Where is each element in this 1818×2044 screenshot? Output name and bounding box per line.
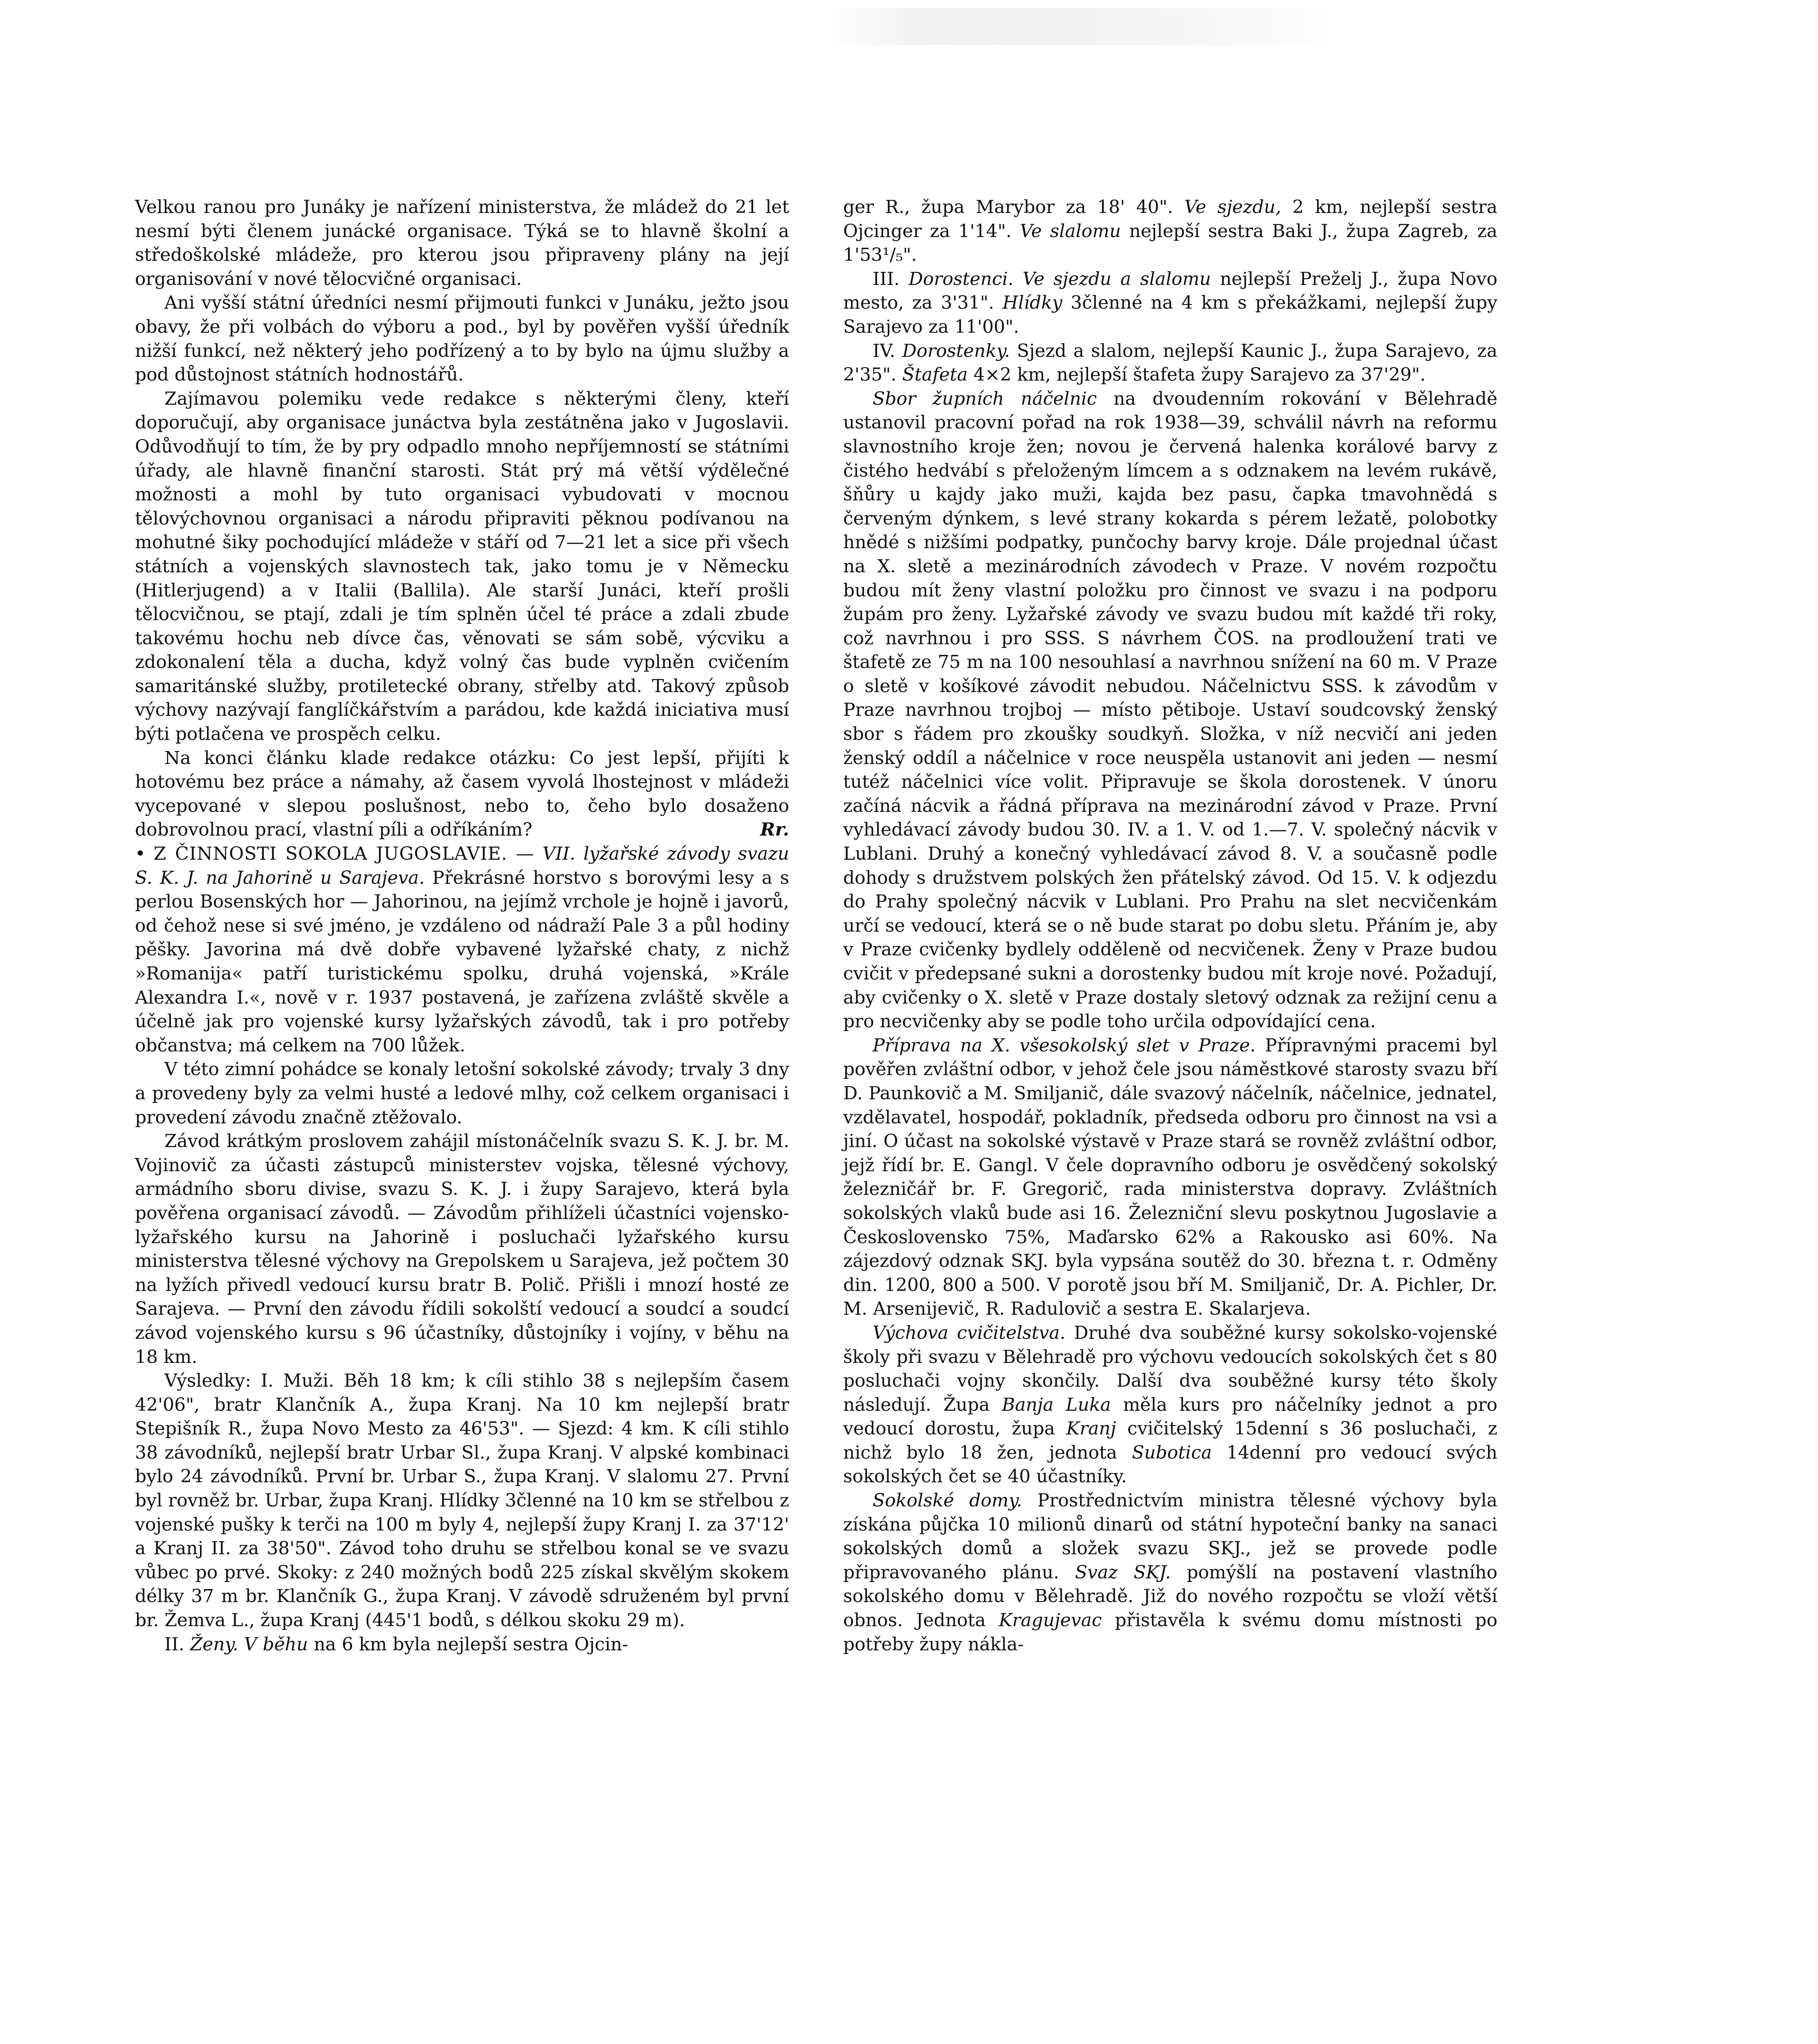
italic-run: Ženy. V běhu <box>190 1634 308 1655</box>
right-column <box>843 195 1497 1656</box>
italic-run: Kragujevac <box>999 1610 1102 1631</box>
paragraph-text: měla kurs pro náčelníky jednot a pro vedoucí dorostu, župa <box>843 1394 1497 1439</box>
paragraph-text: IV. <box>873 340 896 361</box>
paragraph-text: Prostřednictvím ministra tělesné výchovy byla získána půjčka 10 milionů dinarů od státní hypoteční banky na sanaci sokolských domů a složek svazu SKJ., jež se provede podle připravovaného plánu. <box>843 1490 1497 1583</box>
paragraph-text: přistavěla k svému domu místnosti po potřeby župy nákla- <box>843 1610 1497 1655</box>
author-signature: Rr. <box>760 819 789 840</box>
section-subheading: Příprava na X. všesokolský slet v Praze. <box>873 1035 1256 1056</box>
paragraph: V této zimní pohádce se konaly letošní sokolské závody; trvaly 3 dny a provedeny byly za velmi husté a ledové mlhy, což celkem organisaci i provedení závodu značně ztěžovalo. <box>135 1059 789 1128</box>
section-subheading: Výchova cvičitelstva. <box>873 1322 1066 1343</box>
paragraph-text: nejlepší Preželj J., župa Novo mesto, za 3'31". <box>843 268 1497 314</box>
paragraph: Zajímavou polemiku vede redakce s některými členy, kteří doporučují, aby organisace junáctva byla zestátněna jako v Jugoslavii. Odůvodňují to tím, že by pry odpadlo mnoho nepříjemností se státními úřady, ale hlavně finanční starosti. Stát prý má větší výdělečné možnosti a mohl by tuto organisaci vybudovati v mocnou tělovýchovnou organisaci a národu připraviti pěknou podívanou na mohutné šiky pochodující mládeže v stáří od 7—21 let a sice při všech státních a vojenských slavnostech tak, jako tomu je v Německu (Hitlerjugend) a v Italii (Ballila). Ale starší Junáci, kteří prošli tělocvičnou, se ptají, zdali je tím splněn účel té práce a zdali zbude takovému hochu neb dívce čas, věnovati se sám sobě, výcviku a zdokonalení těla a ducha, když volný čas bude vyplněn cvičením samaritánské služby, protiletecké obrany, střelby atd. Takový způsob výchovy nazývají fanglíčkářstvím a parádou, kde každá iniciativa musí býti potlačena ve prospěch celku. <box>135 388 789 745</box>
paragraph-text: 14denní pro vedoucí svých sokolských čet se 40 účastníky. <box>843 1442 1497 1487</box>
paragraph-text: III. <box>873 268 900 289</box>
paragraph-text: cvičitelský 15denní s 36 posluchači, z nichž bylo 18 žen, jednota <box>843 1418 1497 1463</box>
paragraph-text: 2 km, nejlepší sestra Ojcinger za 1'14". <box>843 197 1497 242</box>
paragraph-text: pomýšlí na postavení vlastního sokolského domu v Bělehradě. Již do nového rozpočtu se vloží větší obnos. Jednota <box>843 1562 1498 1631</box>
italic-run: Hlídky <box>1002 292 1062 314</box>
section-paragraph <box>135 842 789 1058</box>
paragraph-text: 3členné na 4 km s překážkami, nejlepší župy Sarajevo za 11'00". <box>843 292 1497 337</box>
italic-run: Banja Luka <box>1002 1394 1111 1415</box>
paragraph-text: Sjezd a slalom, nejlepší Kaunic J., župa Sarajevo, za 2'35". <box>843 340 1497 385</box>
paragraph <box>843 1489 1497 1656</box>
section-subheading: VII. lyžařské závody svazu S. K. J. na Jahorině u Sarajeva. <box>135 843 789 888</box>
paragraph-text: ger R., župa Marybor za 18' 40". <box>843 197 1173 217</box>
paragraph <box>843 195 1497 267</box>
paragraph <box>843 267 1497 339</box>
paragraph <box>135 746 789 842</box>
italic-run: Ve slalomu <box>1019 220 1121 242</box>
italic-run: Svaz SKJ. <box>1075 1562 1171 1583</box>
paragraph <box>843 1034 1497 1321</box>
paragraph <box>843 339 1497 387</box>
paragraph <box>843 387 1497 1034</box>
paragraph-text: Na konci článku klade redakce otázku: Co jest lepší, přijíti k hotovému bez práce a námahy, až časem vyvolá lhostejnost v mládeži vycepované v slepou poslušnost, nebo to, čeho bylo dosaženo dobrovolnou prací, vlastní píli a odříkáním? <box>135 747 789 840</box>
italic-run: Štafeta <box>902 364 968 385</box>
paragraph-text: nejlepší sestra Baki J., župa Zagreb, za 1'53¹/₅". <box>843 220 1497 266</box>
paragraph <box>135 1633 789 1657</box>
paragraph-text: Přípravnými pracemi byl pověřen zvláštní odbor, v jehož čele jsou náměstkové starosty svazu bří D. Paunkovič a M. Smiljanič, dále svazový náčelník, náčelnice, jednatel, vzdělavatel, hospodář, pokladník, předseda odboru pro činnost na vsi a jiní. O účast na sokolské výstavě v Praze stará se rovněž zvláštní odbor, jejž řídí br. E. Gangl. V čele dopravního odboru je osvědčený sokolský železničář br. F. Gregorič, rada ministerstva dopravy. Zvláštních sokolských vlaků bude asi 16. Železniční slevu poskytnou Jugoslavie a Československo 75%, Maďarsko 62% a Rakousko asi 60%. Na zájezdový odznak SKJ. byla vypsána soutěž do 30. března t. r. Odměny din. 1200, 800 a 500. V porotě jsou bří M. Smiljanič, Dr. A. Pichler, Dr. M. Arsenijevič, R. Radulovič a sestra E. Skalarjeva. <box>843 1035 1497 1320</box>
italic-run: Ve sjezdu, <box>1184 197 1282 217</box>
italic-run: Dorostenci. Ve sjezdu a slalomu <box>909 268 1211 289</box>
paragraph: Výsledky: I. Muži. Běh 18 km; k cíli stihlo 38 s nejlepším časem 42'06", bratr Klančník A., župa Kranj. Na 10 km nejlepší bratr Stepišník R., župa Novo Mesto za 46'53". — Sjezd: 4 km. K cíli stihlo 38 závodníků, nejlepší bratr Urbar Sl., župa Kranj. V alpské kombinaci bylo 24 závodníků. První br. Urbar S., župa Kranj. V slalomu 27. První byl rovněž br. Urbar, župa Kranj. Hlídky 3členné na 10 km se střelbou z vojenské pušky k terči na 100 m byly 4, nejlepší župy Kranj I. za 37'12' a Kranj II. za 38'50". Závod toho druhu se střelbou konal se ve svazu vůbec po prvé. Skoky: z 240 možných bodů 225 získal skvělým skokem délky 37 m br. Klančník G., župa Kranj. V závodě sdruženém byl první br. Žemva L., župa Kranj (445'1 bodů, s délkou skoku 29 m). <box>135 1370 789 1631</box>
paragraph: Ani vyšší státní úředníci nesmí přijmouti funkci v Junáku, ježto jsou obavy, že při volbách do výboru a pod., byl by pověřen vyšší úředník nižší funkcí, než některý jeho podřízený a to by bylo na újmu služby a pod důstojnost státních hodnostářů. <box>135 292 789 385</box>
section-heading: Z ČINNOSTI SOKOLA JUGOSLAVIE. — <box>153 843 534 865</box>
paragraph <box>843 1321 1497 1489</box>
paragraph-text: 4×2 km, nejlepší štafeta župy Sarajevo za 37'29". <box>973 364 1426 385</box>
paragraph-text: Druhé dva souběžné kursy sokolsko-vojenské školy při svazu v Bělehradě pro výchovu vedoucích sokolských čet s 80 posluchači vojny skončily. Další dva souběžné kursy této školy následují. Župa <box>843 1322 1497 1415</box>
left-column <box>135 195 789 1656</box>
paragraph-text: na dvoudenním rokování v Bělehradě ustanovil pracovní pořad na rok 1938—39, schválil návrh na reformu slavnostního kroje žen; novou je červená halenka korálové barvy z čistého hedvábí s přeloženým límcem a s odznakem na levém rukávě, šňůry u kajdy jako muži, kajda bez pasu, čapka tmavohnědá s červeným dýnkem, s levé strany kokarda s pérem ležatě, polobotky hnědé s nižšími podpatky, punčochy barvy kroje. Dále projednal účast na X. sletě a mezinárodních závodech v Praze. V novém rozpočtu budou mít ženy vlastní položku pro činnost ve svazu i na podporu župám pro ženy. Lyžařské závody ve svazu budou mít každé tři roky, což navrhnou i pro SSS. S návrhem ČOS. na prodloužení trati ve štafetě ze 75 m na 100 nesouhlasí a navrhnou snížení na 60 m. V Praze o sletě v košíkové závodit nebudou. Náčelnictvu SSS. k závodům v Praze navrhnou trojboj — místo pětiboje. Ustaví soudcovský ženský sbor s řádem pro zkoušky soudkyň. Složka, v níž necvičí ani jeden ženský oddíl a náčelnice v roce neuspěla ustanovit ani jeden — nesmí tutéž náčelnici více volit. Připravuje se škola dorostenek. V únoru začíná nácvik a řádná příprava na mezinárodní závod v Praze. První vyhledávací závody budou 30. IV. a 1. V. od 1.—7. V. společný nácvik v Lublani. Druhý a konečný vyhledávací závod 8. V. a současně podle dohody s družstvem polských žen přátelský závod. Od 15. V. k odjezdu do Prahy společný nácvik v Lublani. Pro Prahu na slet necvičenkám určí se vedoucí, která se o ně bude starat po dobu sletu. Přáním je, aby v Praze cvičenky bydlely odděleně od necvičenek. Ženy v Praze budou cvičit v předepsané sukni a dorostenky budou mít kroje nové. Požadují, aby cvičenky o X. sletě v Praze dostaly sletový odznak za režijní cenu a pro necvičenky aby se podle toho určila odpovídající cena. <box>843 388 1497 1032</box>
scan-artifact <box>826 8 1337 45</box>
paragraph-text: II. <box>164 1634 184 1655</box>
bullet-icon: • <box>135 843 146 865</box>
italic-run: Subotica <box>1131 1442 1212 1463</box>
paragraph-text: Překrásné horstvo s borovými lesy a s perlou Bosenských hor — Jahorinou, na jejímž vrchole je hojně i javorů, od čehož nese si své jméno, je vzdáleno od nádraží Pale 3 a půl hodiny pěšky. Javorina má dvě dobře vybavené lyžařské chaty, z nichž »Romanija« patří turistickému spolku, druhá vojenská, »Krále Alexandra I.«, nově v r. 1937 postavená, je zařízena zvláště skvěle a účelně jak pro vojenské kursy lyžařských závodů, tak i pro potřeby občanstva; má celkem na 700 lůžek. <box>135 867 789 1056</box>
paragraph: Velkou ranou pro Junáky je nařízení ministerstva, že mládež do 21 let nesmí býti členem junácké organisace. Týká se to hlavně školní a středoškolské mládeže, pro kterou jsou připraveny plány na její organisování v nové tělocvičné organisaci. <box>135 197 789 289</box>
italic-run: Dorostenky. <box>902 340 1010 361</box>
paragraph-text: na 6 km byla nejlepší sestra Ojcin- <box>314 1634 628 1655</box>
section-subheading: Sokolské domy. <box>873 1490 1022 1511</box>
section-subheading: Sbor župních náčelnic <box>873 388 1097 409</box>
paragraph: Závod krátkým proslovem zahájil místonáčelník svazu S. K. J. br. M. Vojinovič za účasti zástupců ministerstev vojska, tělesné výchovy, armádního sboru divise, svazu S. K. J. i župy Sarajevo, která byla pověřena organisací závodů. — Závodům přihlíželi účastníci vojensko-lyžařského kursu na Jahorině i posluchači lyžařského kursu ministerstva tělesné výchovy na Grepolskem u Sarajeva, jež počtem 30 na lyžích přivedl vedoucí kursu bratr B. Polič. Přišli i mnozí hosté ze Sarajeva. — První den závodu řídili sokolští vedoucí a soudcí a soudcí závod vojenského kursu s 96 účastníky, důstojníky i vojíny, v běhu na 18 km. <box>135 1131 789 1367</box>
italic-run: Kranj <box>1066 1418 1116 1439</box>
